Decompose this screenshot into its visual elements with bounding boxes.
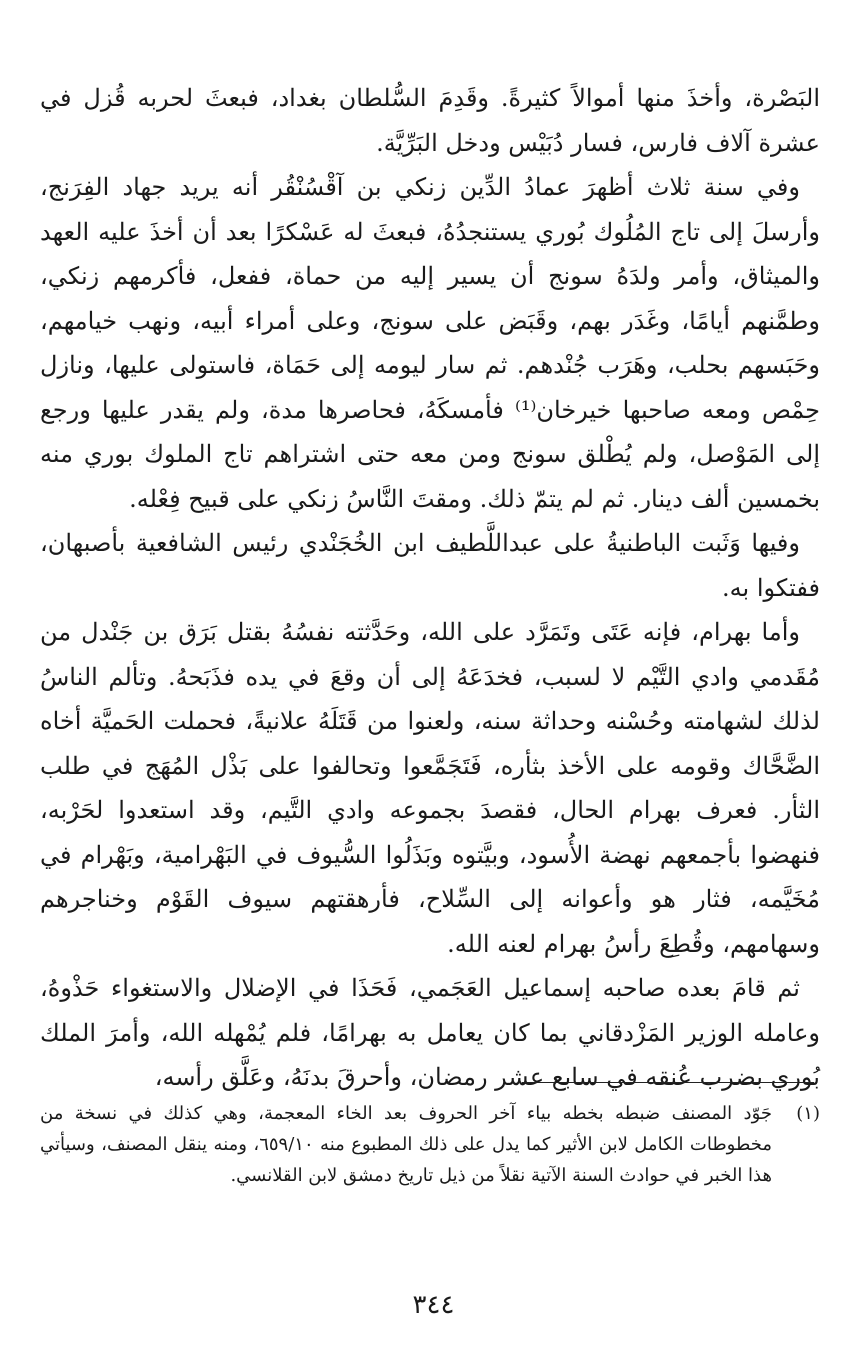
footnote-text: جَوّد المصنف ضبطه بخطه بياء آخر الحروف بعد الخاء المعجمة، وهي كذلك في نسخة من مخطوطات الكامل لابن الأثير كما يدل على ذلك المطبوع منه ٦٥٩/١٠، ومنه ينقل المصنف، وسيأتي هذا الخبر في حوادث السنة الآتية نقلاً من ذيل تاريخ دمشق لابن القلانسي. [40,1103,772,1186]
footnote [40,1098,820,1191]
page-number: ٣٤٤ [412,1290,455,1320]
paragraph-2: وفي سنة ثلاث أظهرَ عمادُ الدِّين زنكي بن آقْسُنْقُر أنه يريد جهاد الفِرَنج، وأرسلَ إلى تاج المُلُوك بُوري يستنجدُهُ، فبعثَ له عَسْكرًا بعد أن أخذَ عليه العهد والميثاق، وأمر ولدَهُ سونج أن يسير إليه من حماة، ففعل، فأكرمهم زنكي، وطمَّنهم أيامًا، وغَدَر بهم، وقَبَض على سونج، وعلى أمراء أبيه، ونهب خيامهم، وحَبَسهم بحلب، وهَرَب جُنْدهم. ثم سار ليومه إلى حَمَاة، فاستولى عليها، ونازل حِمْص ومعه صاحبها خيرخان⁽¹⁾ فأمسكَهُ، فحاصرها مدة، ولم يقدر عليها ورجع إلى المَوْصل، ولم يُطْلق سونج ومن معه حتى اشتراهم تاج الملوك بوري منه بخمسين ألف دينار. ثم لم يتمّ ذلك. ومقتَ النَّاسُ زنكي على قبيح فِعْله. [40,173,821,513]
footnote-number: (١) [796,1103,820,1124]
paragraph-3: وفيها وَثَبت الباطنيةُ على عبداللَّطيف ابن الخُجَنْدي رئيس الشافعية بأصبهان، ففتكوا به. [40,529,820,602]
paragraph-5: ثم قامَ بعده صاحبه إسماعيل العَجَمي، فَحَذَا في الإضلال والاستغواء حَذْوهُ، وعامله الوزير المَزْدقاني بما كان يعامل به بهرامًا، فلم يُمْهله الله، وأمرَ الملك بُوري بضرب عُنقه في سابع عشر رمضان، وأحرقَ بدنَهُ، وعَلَّق رأسه، [40,974,820,1091]
main-text [40,76,820,1100]
paragraph-1: البَصْرة، وأخذَ منها أموالاً كثيرةً. وقَدِمَ السُّلطان بغداد، فبعثَ لحربه قُزل في عشرة آلاف فارس، فسار دُبَيْس ودخل البَرِّيَّة. [40,84,820,157]
paragraph-4: وأما بهرام، فإنه عَتَى وتَمَرَّد على الله، وحَدَّثته نفسُهُ بقتل بَرَق بن جَنْدل من مُقَدمي وادي التَّيْم لا لسبب، فخدَعَهُ إلى أن وقعَ في يده فذَبَحهُ. وتألم الناسُ لذلك لشهامته وحُسْنه وحداثة سنه، ولعنوا من قَتَلَهُ علانيةً، فحملت الحَميَّة أخاه الضَّحَّاك وقومه على الأخذ بثأره، فَتَجَمَّعوا وتحالفوا على بَذْل المُهَج في طلب الثأر. فعرف بهرام الحال، فقصدَ بجموعه وادي التَّيم، وقد استعدوا لحَرْبه، فنهضوا بأجمعهم نهضة الأُسود، وبيَّتوه وبَذَلُوا السُّيوف في البَهْرامية، وبَهْرام في مُخَيَّمه، فثار هو وأعوانه إلى السِّلاح، فأرهقتهم سيوف القَوْم وخناجرهم وسهامهم، وقُطِعَ رأسُ بهرام لعنه الله. [40,618,820,958]
footnote-divider [522,1082,814,1083]
